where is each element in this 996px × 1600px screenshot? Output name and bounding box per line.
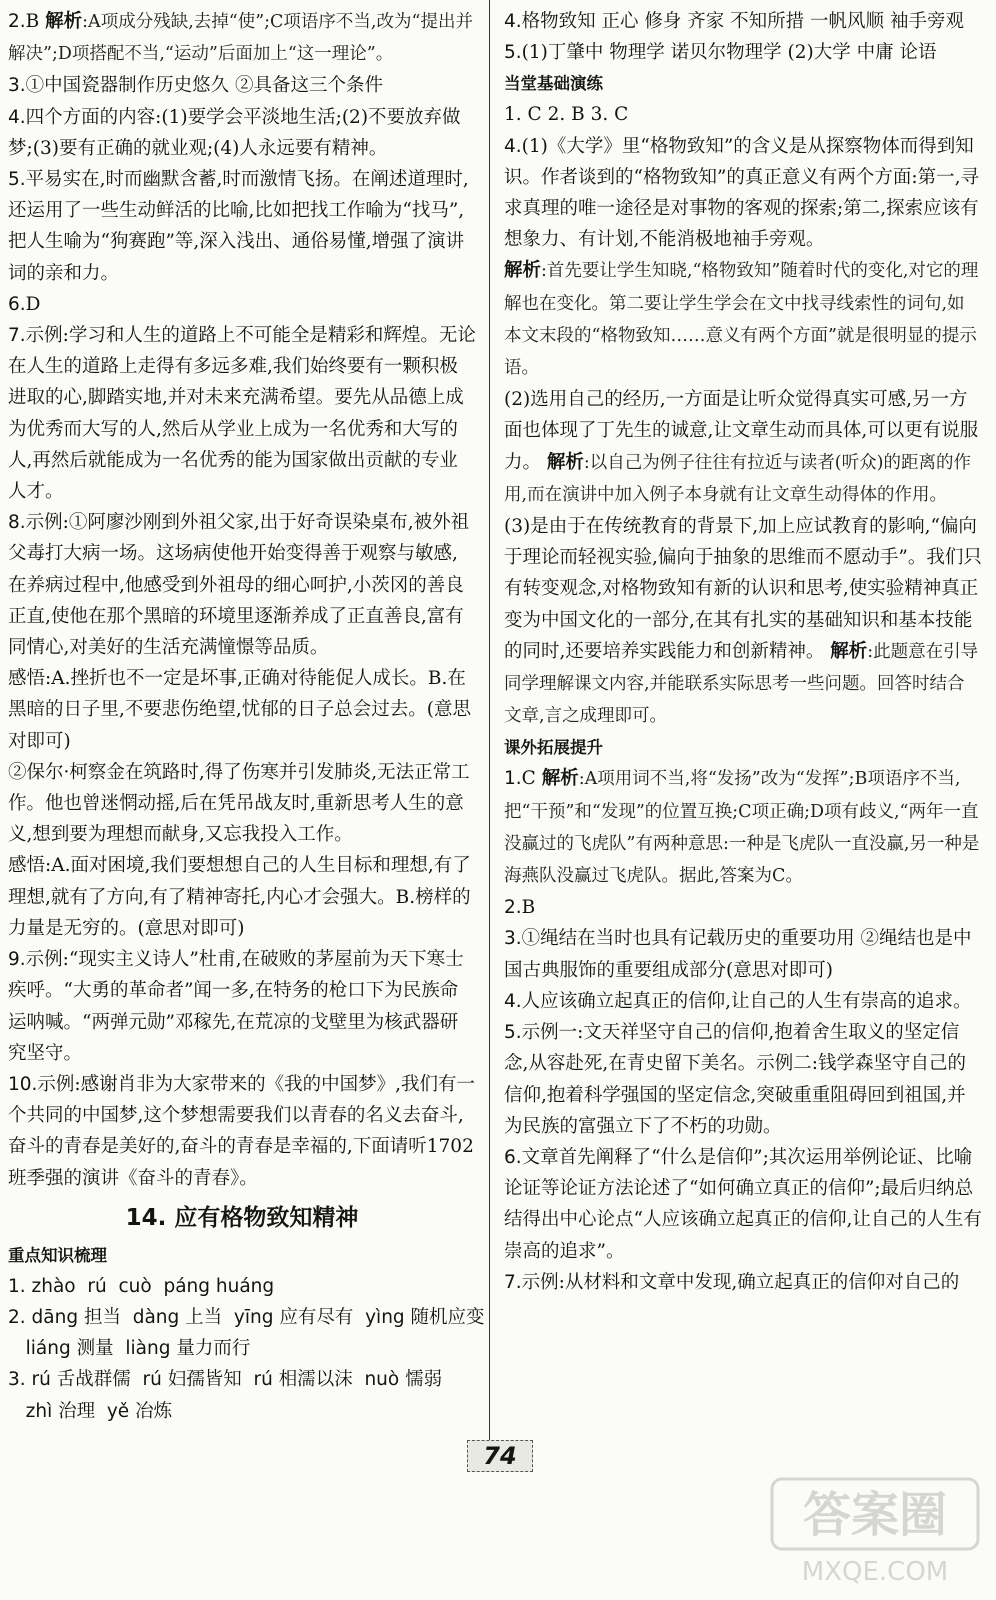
item-text: (3)是由于在传统教育的背景下,加上应试教育的影响,“偏向于理论而轻视实验,偏向于抽象的思维而不愿动手”。我们只有转变观念,对格物致知有新的认识和思考,使实验精神真正变为中国文化的一部分,在其有扎实的基础知识和基本技能的同时,还要培养实践能力和创新精神。 bbox=[504, 516, 982, 662]
item-number: 4. bbox=[504, 11, 522, 32]
right-top-answer-2 bbox=[504, 37, 982, 68]
item-text: (1)《大学》里“格物致知”的含义是从探察物体而得到知识。作者谈到的“格物致知”的真正意义有两个方面:第一,寻求真理的唯一途径是对事物的客观的探索;第二,探索应该有想象力、有计划,不能消极地袖手旁观。 bbox=[504, 135, 980, 251]
item-number: 2. bbox=[504, 897, 522, 919]
item-text: 示例:学习和人生的道路上不可能全是精彩和辉煌。无论在人生的道路上走得有多远多难,我们始终要有一颗积极进取的心,脚踏实地,并对未来充满希望。要先从品德上成为优秀而大写的人,然后从学业上成为一名优秀和大写的人,再然后就能成为一名优秀的能为国家做出贡献的专业人才。 bbox=[8, 325, 476, 503]
knowledge-line-1: 1. zhào rú cuò páng huáng bbox=[8, 1275, 275, 1297]
item-text: B bbox=[521, 897, 536, 919]
extension-answer-3 bbox=[504, 923, 982, 985]
left-answer-11 bbox=[8, 944, 476, 1069]
extension-answer-list bbox=[504, 763, 982, 1297]
q4-part-3 bbox=[504, 384, 982, 511]
item-text: (1)丁肇中 物理学 诺贝尔物理学 (2)大学 中庸 论语 bbox=[521, 42, 937, 64]
analysis-text: :以自己为例子往往有拉近与读者(听众)的距离的作用,而在演讲中加入例子本身就有让文章生动得体的作用。 bbox=[504, 452, 971, 505]
item-number: 4. bbox=[8, 106, 26, 128]
section-heading-extension: 课外拓展提升 bbox=[504, 738, 603, 758]
item-number: 6. bbox=[504, 1146, 522, 1168]
basic-answers: 1. C 2. B 3. C bbox=[504, 104, 629, 126]
item-text: 平易实在,时而幽默含蓄,时而激情飞扬。在阐述道理时,还运用了一些生动鲜活的比喻,比如把找工作喻为“找马”,把人生喻为“狗赛跑”等,深入浅出、通俗易懂,增强了演讲词的亲和力。 bbox=[8, 169, 469, 284]
extension-answer-5 bbox=[504, 1017, 982, 1142]
item-number: 7. bbox=[8, 325, 26, 347]
item-text: 四个方面的内容:(1)要学会平淡地生活;(2)不要放弃做梦;(3)要有正确的就业观;(4)人永远要有精神。 bbox=[8, 106, 461, 159]
item-number: 10. bbox=[8, 1073, 38, 1095]
extension-answer-2 bbox=[504, 892, 982, 923]
section-heading-basic: 当堂基础演练 bbox=[504, 74, 603, 94]
item-text: D bbox=[25, 293, 41, 315]
left-column bbox=[8, 6, 485, 1427]
left-answer-list bbox=[8, 6, 476, 1194]
item-text: 示例:“现实主义诗人”杜甫,在破败的茅屋前为天下寒士疾呼。“大勇的革命者”闻一多,在特务的枪口下为民族命运呐喊。“两弹元勋”邓稼先,在荒凉的戈壁里为核武器研究坚守。 bbox=[8, 949, 464, 1064]
left-answer-10 bbox=[8, 850, 476, 944]
question-4-answers bbox=[504, 131, 982, 733]
column-divider bbox=[489, 0, 490, 1440]
q4-part-2 bbox=[504, 255, 982, 384]
item-number: 6. bbox=[8, 293, 26, 315]
extension-answer-6 bbox=[504, 1142, 982, 1267]
item-text: 示例:感谢肖非为大家带来的《我的中国梦》,我们有一个共同的中国梦,这个梦想需要我们以青春的名义去奋斗,奋斗的青春是美好的,奋斗的青春是幸福的,下面请听1702班季强的演讲《奋斗的青春》。 bbox=[8, 1073, 476, 1189]
item-number: 5. bbox=[504, 42, 522, 64]
item-number: 5. bbox=[504, 1022, 522, 1044]
analysis-label: 解析 bbox=[504, 260, 542, 282]
item-text: 人应该确立起真正的信仰,让自己的人生有崇高的追求。 bbox=[521, 990, 972, 1012]
right-top-answer-1 bbox=[504, 6, 982, 37]
watermark-url: MXQE.COM bbox=[801, 1557, 949, 1587]
left-answer-8 bbox=[8, 663, 476, 757]
item-text: C bbox=[521, 768, 542, 790]
left-answer-2 bbox=[8, 70, 476, 101]
analysis-text: :A项成分残缺,去掉“使”;C项语序不当,改为“提出并解决”;D项搭配不当,“运动”后面加上“这一理论”。 bbox=[8, 12, 473, 65]
right-column bbox=[504, 6, 982, 1298]
item-text: B bbox=[25, 11, 46, 32]
item-text: (2)选用自己的经历,一方面是让听众觉得真实可感,另一方面也体现了丁先生的诚意,让文章生动而具体,可以更有说服力。 bbox=[504, 389, 979, 473]
analysis-label: 解析 bbox=[45, 11, 83, 32]
analysis-text: :A项用词不当,将“发扬”改为“发挥”;B项语序不当,把“干预”和“发现”的位置互换;C项正确;D项有歧义,“两年一直没赢过的飞虎队”有两种意思:一种是飞虎队一直没赢,另一种是海燕队没赢过飞虎队。据此,答案为C。 bbox=[504, 769, 980, 887]
right-top-list bbox=[504, 6, 982, 68]
knowledge-line-4: 3. rú 舌战群儒 rú 妇孺皆知 rú 相濡以沫 nuò 懦弱 bbox=[8, 1369, 443, 1391]
analysis-label: 解析 bbox=[541, 768, 579, 790]
chapter-title: 14. 应有格物致知精神 bbox=[125, 1204, 359, 1231]
watermark-text: 答案圈 bbox=[802, 1487, 948, 1543]
page-number: 74 bbox=[467, 1440, 533, 1472]
left-answer-9 bbox=[8, 757, 476, 851]
q4-part-4 bbox=[504, 511, 982, 732]
item-number: 3. bbox=[504, 928, 522, 950]
section-heading-knowledge: 重点知识梳理 bbox=[8, 1245, 107, 1265]
item-text: ①绳结在当时也具有记载历史的重要功用 ②绳结也是中国古典服饰的重要组成部分(意思对即可) bbox=[504, 928, 972, 981]
analysis-text: :首先要让学生知晓,“格物致知”随着时代的变化,对它的理解也在变化。第二要让学生学会在文中找寻线索性的词句,如本文末段的“格物致知……意义有两个方面”就是很明显的提示语。 bbox=[504, 261, 979, 379]
analysis-text: :此题意在引导同学理解课文内容,并能联系实际思考一些问题。回答时结合文章,言之成理即可。 bbox=[504, 641, 979, 727]
item-text: 文章首先阐释了“什么是信仰”;其次运用举例论证、比喻论证等论证方法论述了“如何确立真正的信仰”;最后归纳总结得出中心论点“人应该确立起真正的信仰,让自己的人生有崇高的追求”。 bbox=[504, 1146, 982, 1262]
analysis-label: 解析 bbox=[546, 451, 584, 473]
left-answer-1 bbox=[8, 6, 476, 70]
item-number: 4. bbox=[504, 135, 522, 157]
left-answer-3 bbox=[8, 102, 476, 164]
item-number: 3. bbox=[8, 75, 26, 97]
item-number: 4. bbox=[504, 990, 522, 1012]
item-text: ①中国瓷器制作历史悠久 ②具备这三个条件 bbox=[25, 75, 384, 97]
extension-answer-1 bbox=[504, 763, 982, 892]
watermark-logo bbox=[770, 1475, 980, 1590]
item-number: 9. bbox=[8, 949, 26, 971]
left-answer-5 bbox=[8, 289, 476, 320]
analysis-label: 解析 bbox=[830, 640, 868, 662]
knowledge-list bbox=[8, 1271, 485, 1427]
extension-answer-7 bbox=[504, 1267, 982, 1298]
left-answer-4 bbox=[8, 164, 476, 289]
item-number: 5. bbox=[8, 169, 26, 191]
item-text: 示例:①阿廖沙刚到外祖父家,出于好奇误染桌布,被外祖父毒打大病一场。这场病使他开始变得善于观察与敏感,在养病过程中,他感受到外祖母的细心呵护,小茨冈的善良正直,使他在那个黑暗的环境里逐渐养成了正直善良,富有同情心,对美好的生活充满憧憬等品质。 bbox=[8, 512, 470, 659]
knowledge-line-3: liáng 测量 liàng 量力而行 bbox=[8, 1338, 251, 1360]
item-text: 示例:从材料和文章中发现,确立起真正的信仰对自己的 bbox=[521, 1271, 960, 1293]
left-answer-12 bbox=[8, 1069, 476, 1194]
knowledge-line-2: 2. dāng 担当 dàng 上当 yīng 应有尽有 yìng 随机应变 bbox=[8, 1306, 485, 1328]
item-text: ②保尔·柯察金在筑路时,得了伤寒并引发肺炎,无法正常工作。他也曾迷惘动摇,后在凭吊战友时,重新思考人生的意义,想到要为理想而献身,又忘我投入工作。 bbox=[8, 761, 470, 846]
q4-part-1 bbox=[504, 131, 982, 256]
item-text: 格物致知 正心 修身 齐家 不知所措 一帆风顺 袖手旁观 bbox=[521, 11, 964, 32]
left-answer-7 bbox=[8, 507, 476, 663]
item-number: 2. bbox=[8, 11, 26, 32]
item-number: 7. bbox=[504, 1271, 522, 1293]
extension-answer-4 bbox=[504, 986, 982, 1017]
left-answer-6 bbox=[8, 320, 476, 507]
item-text: 感悟:A.挫折也不一定是坏事,正确对待能促人成长。B.在黑暗的日子里,不要悲伤绝望,忧郁的日子总会过去。(意思对即可) bbox=[8, 668, 471, 752]
knowledge-line-5: zhì 治理 yě 冶炼 bbox=[8, 1400, 173, 1422]
item-text: 感悟:A.面对困境,我们要想想自己的人生目标和理想,有了理想,就有了方向,有了精神寄托,内心才会强大。B.榜样的力量是无穷的。(意思对即可) bbox=[8, 855, 471, 939]
item-number: 1. bbox=[504, 768, 522, 790]
item-text: 示例一:文天祥坚守自己的信仰,抱着舍生取义的坚定信念,从容赴死,在青史留下美名。示例二:钱学森坚守自己的信仰,抱着科学强国的坚定信念,突破重重阻碍回到祖国,并为民族的富强立下了不朽的功勋。 bbox=[504, 1022, 966, 1137]
item-number: 8. bbox=[8, 512, 26, 534]
